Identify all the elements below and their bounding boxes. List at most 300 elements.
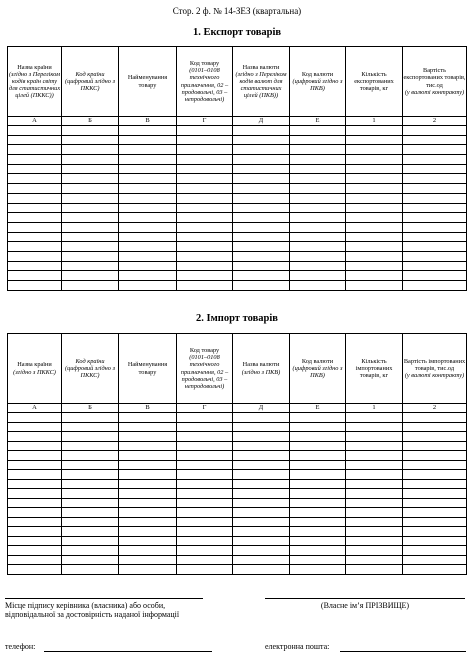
export-entry-cell[interactable]: [119, 203, 177, 213]
export-entry-cell[interactable]: [233, 281, 290, 291]
export-entry-cell[interactable]: [119, 193, 177, 203]
export-entry-cell[interactable]: [119, 232, 177, 242]
import-entry-cell[interactable]: [62, 527, 119, 537]
export-entry-cell[interactable]: [290, 193, 346, 203]
export-entry-cell[interactable]: [62, 164, 119, 174]
import-entry-cell[interactable]: [8, 422, 62, 432]
import-entry-cell[interactable]: [119, 527, 177, 537]
export-entry-cell[interactable]: [403, 251, 467, 261]
import-entry-cell[interactable]: [403, 460, 467, 470]
import-entry-cell[interactable]: [233, 432, 290, 442]
import-entry-cell[interactable]: [403, 451, 467, 461]
export-entry-cell[interactable]: [62, 184, 119, 194]
export-entry-cell[interactable]: [62, 242, 119, 252]
import-col-currency-code: Код валюти (цифровий згідно з ПКВ): [290, 334, 346, 404]
export-entry-cell[interactable]: [403, 203, 467, 213]
import-data-row: [8, 422, 467, 432]
import-entry-cell[interactable]: [403, 470, 467, 480]
export-entry-cell[interactable]: [346, 184, 403, 194]
export-entry-cell[interactable]: [290, 184, 346, 194]
import-entry-cell[interactable]: [62, 508, 119, 518]
import-entry-cell[interactable]: [8, 527, 62, 537]
export-entry-cell[interactable]: [62, 174, 119, 184]
signer-label: [5, 601, 215, 619]
export-entry-cell[interactable]: [177, 193, 233, 203]
import-entry-cell[interactable]: [62, 479, 119, 489]
import-entry-cell[interactable]: [403, 517, 467, 527]
name-label: (Власне ім’я ПРІЗВИЩЕ): [320, 601, 410, 610]
export-entry-cell[interactable]: [119, 261, 177, 271]
export-entry-cell[interactable]: [233, 193, 290, 203]
import-entry-cell[interactable]: [346, 517, 403, 527]
export-entry-cell[interactable]: [233, 232, 290, 242]
import-entry-cell[interactable]: [119, 536, 177, 546]
import-entry-cell[interactable]: [233, 422, 290, 432]
export-entry-cell[interactable]: [290, 242, 346, 252]
export-entry-cell[interactable]: [403, 135, 467, 145]
import-entry-cell[interactable]: [177, 489, 233, 499]
export-entry-cell[interactable]: [62, 232, 119, 242]
export-entry-cell[interactable]: [290, 251, 346, 261]
export-entry-cell[interactable]: [233, 251, 290, 261]
export-data-row: [8, 271, 467, 281]
export-entry-cell[interactable]: [233, 126, 290, 136]
export-entry-cell[interactable]: [62, 222, 119, 232]
import-entry-cell[interactable]: [177, 527, 233, 537]
import-entry-cell[interactable]: [346, 489, 403, 499]
export-entry-cell[interactable]: [62, 261, 119, 271]
import-entry-cell[interactable]: [403, 479, 467, 489]
code-cell: В: [119, 117, 177, 126]
import-entry-cell[interactable]: [346, 432, 403, 442]
import-entry-cell[interactable]: [119, 451, 177, 461]
export-entry-cell[interactable]: [8, 155, 62, 165]
export-entry-cell[interactable]: [290, 126, 346, 136]
export-entry-cell[interactable]: [403, 242, 467, 252]
export-entry-cell[interactable]: [119, 281, 177, 291]
export-entry-cell[interactable]: [290, 213, 346, 223]
import-entry-cell[interactable]: [233, 451, 290, 461]
export-entry-cell[interactable]: [233, 155, 290, 165]
import-entry-cell[interactable]: [62, 422, 119, 432]
export-entry-cell[interactable]: [62, 281, 119, 291]
import-entry-cell[interactable]: [177, 565, 233, 575]
import-entry-cell[interactable]: [346, 546, 403, 556]
import-entry-cell[interactable]: [8, 517, 62, 527]
export-entry-cell[interactable]: [8, 281, 62, 291]
export-entry-cell[interactable]: [233, 164, 290, 174]
import-entry-cell[interactable]: [177, 498, 233, 508]
import-entry-cell[interactable]: [8, 451, 62, 461]
import-entry-cell[interactable]: [403, 489, 467, 499]
import-entry-cell[interactable]: [403, 441, 467, 451]
export-entry-cell[interactable]: [119, 145, 177, 155]
signature-line: [5, 598, 203, 599]
import-entry-cell[interactable]: [233, 489, 290, 499]
export-entry-cell[interactable]: [403, 271, 467, 281]
import-entry-cell[interactable]: [62, 451, 119, 461]
export-entry-cell[interactable]: [233, 271, 290, 281]
export-entry-cell[interactable]: [177, 174, 233, 184]
import-entry-cell[interactable]: [119, 470, 177, 480]
import-entry-cell[interactable]: [233, 413, 290, 423]
export-entry-cell[interactable]: [177, 145, 233, 155]
import-entry-cell[interactable]: [233, 470, 290, 480]
import-entry-cell[interactable]: [233, 441, 290, 451]
export-entry-cell[interactable]: [62, 155, 119, 165]
import-entry-cell[interactable]: [346, 508, 403, 518]
import-entry-cell[interactable]: [119, 422, 177, 432]
export-entry-cell[interactable]: [233, 242, 290, 252]
import-entry-cell[interactable]: [346, 536, 403, 546]
import-entry-cell[interactable]: [233, 527, 290, 537]
export-entry-cell[interactable]: [290, 174, 346, 184]
export-entry-cell[interactable]: [8, 271, 62, 281]
import-entry-cell[interactable]: [290, 527, 346, 537]
export-entry-cell[interactable]: [290, 232, 346, 242]
page-header: Стор. 2 ф. № 14-ЗЕЗ (квартальна): [172, 6, 302, 16]
export-entry-cell[interactable]: [8, 126, 62, 136]
import-entry-cell[interactable]: [119, 441, 177, 451]
export-data-row: [8, 126, 467, 136]
import-entry-cell[interactable]: [290, 432, 346, 442]
export-entry-cell[interactable]: [119, 135, 177, 145]
export-entry-cell[interactable]: [177, 222, 233, 232]
export-entry-cell[interactable]: [403, 155, 467, 165]
export-entry-cell[interactable]: [346, 145, 403, 155]
import-entry-cell[interactable]: [346, 422, 403, 432]
import-entry-cell[interactable]: [119, 517, 177, 527]
import-entry-cell[interactable]: [233, 517, 290, 527]
import-data-row: [8, 451, 467, 461]
import-entry-cell[interactable]: [119, 460, 177, 470]
import-entry-cell[interactable]: [177, 555, 233, 565]
import-entry-cell[interactable]: [8, 432, 62, 442]
import-entry-cell[interactable]: [177, 432, 233, 442]
export-entry-cell[interactable]: [346, 203, 403, 213]
export-entry-cell[interactable]: [119, 126, 177, 136]
export-entry-cell[interactable]: [8, 242, 62, 252]
import-entry-cell[interactable]: [62, 413, 119, 423]
export-entry-cell[interactable]: [177, 242, 233, 252]
import-entry-cell[interactable]: [62, 441, 119, 451]
export-entry-cell[interactable]: [290, 203, 346, 213]
export-entry-cell[interactable]: [8, 203, 62, 213]
import-entry-cell[interactable]: [403, 432, 467, 442]
import-entry-cell[interactable]: [8, 508, 62, 518]
import-entry-cell[interactable]: [8, 565, 62, 575]
export-entry-cell[interactable]: [233, 184, 290, 194]
export-entry-cell[interactable]: [177, 184, 233, 194]
import-entry-cell[interactable]: [62, 432, 119, 442]
import-entry-cell[interactable]: [346, 479, 403, 489]
export-entry-cell[interactable]: [8, 164, 62, 174]
export-entry-cell[interactable]: [119, 242, 177, 252]
import-data-row: [8, 498, 467, 508]
export-entry-cell[interactable]: [119, 184, 177, 194]
import-entry-cell[interactable]: [290, 441, 346, 451]
import-entry-cell[interactable]: [62, 498, 119, 508]
import-entry-cell[interactable]: [8, 489, 62, 499]
import-entry-cell[interactable]: [8, 413, 62, 423]
import-entry-cell[interactable]: [346, 413, 403, 423]
export-entry-cell[interactable]: [403, 184, 467, 194]
export-entry-cell[interactable]: [403, 126, 467, 136]
import-data-row: [8, 489, 467, 499]
export-entry-cell[interactable]: [346, 193, 403, 203]
import-entry-cell[interactable]: [8, 498, 62, 508]
export-entry-cell[interactable]: [177, 203, 233, 213]
code-cell: Д: [233, 404, 290, 413]
export-entry-cell[interactable]: [8, 193, 62, 203]
import-entry-cell[interactable]: [403, 565, 467, 575]
import-entry-cell[interactable]: [233, 479, 290, 489]
export-entry-cell[interactable]: [177, 251, 233, 261]
import-entry-cell[interactable]: [290, 422, 346, 432]
import-entry-cell[interactable]: [403, 422, 467, 432]
export-header-row: [8, 47, 467, 117]
export-entry-cell[interactable]: [233, 135, 290, 145]
import-entry-cell[interactable]: [62, 489, 119, 499]
export-entry-cell[interactable]: [119, 213, 177, 223]
import-entry-cell[interactable]: [403, 498, 467, 508]
code-cell: Г: [177, 404, 233, 413]
export-entry-cell[interactable]: [233, 261, 290, 271]
export-col-currency-code: Код валюти (цифровий згідно з ПКВ): [290, 47, 346, 117]
import-entry-cell[interactable]: [8, 546, 62, 556]
export-entry-cell[interactable]: [62, 145, 119, 155]
export-entry-cell[interactable]: [346, 213, 403, 223]
import-entry-cell[interactable]: [233, 508, 290, 518]
import-entry-cell[interactable]: [62, 460, 119, 470]
import-entry-cell[interactable]: [290, 451, 346, 461]
export-entry-cell[interactable]: [290, 135, 346, 145]
export-entry-cell[interactable]: [233, 222, 290, 232]
export-entry-cell[interactable]: [403, 174, 467, 184]
export-entry-cell[interactable]: [62, 203, 119, 213]
export-entry-cell[interactable]: [346, 155, 403, 165]
import-entry-cell[interactable]: [62, 565, 119, 575]
export-entry-cell[interactable]: [8, 261, 62, 271]
export-entry-cell[interactable]: [177, 135, 233, 145]
import-entry-cell[interactable]: [290, 508, 346, 518]
export-entry-cell[interactable]: [177, 213, 233, 223]
export-section-title: 1. Експорт товарів: [192, 27, 282, 38]
import-entry-cell[interactable]: [290, 517, 346, 527]
export-col-quantity: Кількість експортованих товарів, кг: [346, 47, 403, 117]
import-entry-cell[interactable]: [8, 441, 62, 451]
import-entry-cell[interactable]: [119, 489, 177, 499]
import-entry-cell[interactable]: [119, 508, 177, 518]
import-entry-cell[interactable]: [346, 555, 403, 565]
import-entry-cell[interactable]: [403, 527, 467, 537]
import-entry-cell[interactable]: [233, 565, 290, 575]
export-entry-cell[interactable]: [346, 242, 403, 252]
import-entry-cell[interactable]: [62, 517, 119, 527]
import-entry-cell[interactable]: [346, 451, 403, 461]
export-entry-cell[interactable]: [62, 271, 119, 281]
import-entry-cell[interactable]: [290, 479, 346, 489]
import-entry-cell[interactable]: [177, 441, 233, 451]
import-entry-cell[interactable]: [403, 508, 467, 518]
import-entry-cell[interactable]: [346, 498, 403, 508]
export-entry-cell[interactable]: [346, 281, 403, 291]
import-entry-cell[interactable]: [8, 555, 62, 565]
export-entry-cell[interactable]: [346, 174, 403, 184]
export-entry-cell[interactable]: [346, 232, 403, 242]
export-entry-cell[interactable]: [233, 203, 290, 213]
import-entry-cell[interactable]: [8, 479, 62, 489]
export-entry-cell[interactable]: [233, 213, 290, 223]
import-entry-cell[interactable]: [346, 527, 403, 537]
export-entry-cell[interactable]: [177, 232, 233, 242]
import-entry-cell[interactable]: [233, 536, 290, 546]
export-entry-cell[interactable]: [8, 232, 62, 242]
export-entry-cell[interactable]: [8, 213, 62, 223]
export-entry-cell[interactable]: [346, 126, 403, 136]
import-entry-cell[interactable]: [346, 460, 403, 470]
export-entry-cell[interactable]: [62, 251, 119, 261]
export-entry-cell[interactable]: [177, 155, 233, 165]
import-entry-cell[interactable]: [62, 470, 119, 480]
import-entry-cell[interactable]: [233, 498, 290, 508]
export-entry-cell[interactable]: [403, 261, 467, 271]
export-data-row: [8, 145, 467, 155]
import-entry-cell[interactable]: [119, 565, 177, 575]
export-entry-cell[interactable]: [62, 213, 119, 223]
import-entry-cell[interactable]: [177, 413, 233, 423]
import-entry-cell[interactable]: [62, 555, 119, 565]
code-cell: Б: [62, 117, 119, 126]
import-entry-cell[interactable]: [177, 460, 233, 470]
import-entry-cell[interactable]: [119, 479, 177, 489]
export-data-row: [8, 135, 467, 145]
import-entry-cell[interactable]: [290, 498, 346, 508]
import-entry-cell[interactable]: [403, 555, 467, 565]
export-data-row: [8, 184, 467, 194]
export-entry-cell[interactable]: [177, 271, 233, 281]
export-entry-cell[interactable]: [233, 145, 290, 155]
import-entry-cell[interactable]: [177, 536, 233, 546]
code-cell: Е: [290, 117, 346, 126]
export-entry-cell[interactable]: [119, 251, 177, 261]
import-entry-cell[interactable]: [177, 422, 233, 432]
import-entry-cell[interactable]: [119, 413, 177, 423]
import-entry-cell[interactable]: [290, 470, 346, 480]
import-entry-cell[interactable]: [8, 536, 62, 546]
import-entry-cell[interactable]: [177, 470, 233, 480]
export-entry-cell[interactable]: [119, 174, 177, 184]
import-entry-cell[interactable]: [119, 555, 177, 565]
export-entry-cell[interactable]: [177, 126, 233, 136]
import-entry-cell[interactable]: [177, 451, 233, 461]
import-entry-cell[interactable]: [346, 470, 403, 480]
export-entry-cell[interactable]: [346, 271, 403, 281]
import-entry-cell[interactable]: [290, 413, 346, 423]
import-entry-cell[interactable]: [346, 441, 403, 451]
export-entry-cell[interactable]: [403, 213, 467, 223]
export-entry-cell[interactable]: [119, 164, 177, 174]
import-entry-cell[interactable]: [62, 536, 119, 546]
import-entry-cell[interactable]: [290, 555, 346, 565]
import-entry-cell[interactable]: [403, 536, 467, 546]
import-entry-cell[interactable]: [119, 498, 177, 508]
export-entry-cell[interactable]: [177, 164, 233, 174]
import-entry-cell[interactable]: [177, 479, 233, 489]
export-entry-cell[interactable]: [62, 135, 119, 145]
export-entry-cell[interactable]: [403, 193, 467, 203]
export-entry-cell[interactable]: [403, 164, 467, 174]
import-entry-cell[interactable]: [290, 565, 346, 575]
export-entry-cell[interactable]: [233, 174, 290, 184]
export-entry-cell[interactable]: [290, 145, 346, 155]
export-entry-cell[interactable]: [346, 135, 403, 145]
import-entry-cell[interactable]: [177, 517, 233, 527]
import-entry-cell[interactable]: [346, 565, 403, 575]
import-entry-cell[interactable]: [119, 546, 177, 556]
import-entry-cell[interactable]: [290, 536, 346, 546]
export-entry-cell[interactable]: [290, 271, 346, 281]
export-entry-cell[interactable]: [403, 232, 467, 242]
export-entry-cell[interactable]: [119, 155, 177, 165]
export-entry-cell[interactable]: [403, 281, 467, 291]
export-entry-cell[interactable]: [290, 261, 346, 271]
import-entry-cell[interactable]: [233, 460, 290, 470]
import-entry-cell[interactable]: [177, 508, 233, 518]
export-entry-cell[interactable]: [62, 126, 119, 136]
import-entry-cell[interactable]: [403, 546, 467, 556]
export-entry-cell[interactable]: [346, 222, 403, 232]
import-entry-cell[interactable]: [233, 546, 290, 556]
export-entry-cell[interactable]: [290, 155, 346, 165]
export-entry-cell[interactable]: [119, 271, 177, 281]
import-data-row: [8, 508, 467, 518]
export-entry-cell[interactable]: [290, 222, 346, 232]
import-entry-cell[interactable]: [233, 555, 290, 565]
import-entry-cell[interactable]: [177, 546, 233, 556]
export-entry-cell[interactable]: [8, 145, 62, 155]
import-entry-cell[interactable]: [62, 546, 119, 556]
export-entry-cell[interactable]: [290, 281, 346, 291]
export-entry-cell[interactable]: [8, 174, 62, 184]
export-entry-cell[interactable]: [290, 164, 346, 174]
export-entry-cell[interactable]: [346, 261, 403, 271]
export-entry-cell[interactable]: [403, 145, 467, 155]
import-entry-cell[interactable]: [8, 460, 62, 470]
export-entry-cell[interactable]: [62, 193, 119, 203]
export-entry-cell[interactable]: [119, 222, 177, 232]
export-entry-cell[interactable]: [346, 251, 403, 261]
import-code-row: [8, 404, 467, 413]
export-table: [7, 46, 467, 291]
import-col-goods-name: Найменування товару: [119, 334, 177, 404]
export-entry-cell[interactable]: [403, 222, 467, 232]
import-entry-cell[interactable]: [290, 546, 346, 556]
import-entry-cell[interactable]: [290, 489, 346, 499]
import-entry-cell[interactable]: [403, 413, 467, 423]
import-entry-cell[interactable]: [290, 460, 346, 470]
export-entry-cell[interactable]: [8, 251, 62, 261]
import-entry-cell[interactable]: [119, 432, 177, 442]
export-entry-cell[interactable]: [8, 222, 62, 232]
export-entry-cell[interactable]: [8, 135, 62, 145]
import-data-row: [8, 565, 467, 575]
export-entry-cell[interactable]: [177, 281, 233, 291]
export-entry-cell[interactable]: [346, 164, 403, 174]
export-entry-cell[interactable]: [8, 184, 62, 194]
export-entry-cell[interactable]: [177, 261, 233, 271]
import-entry-cell[interactable]: [8, 470, 62, 480]
